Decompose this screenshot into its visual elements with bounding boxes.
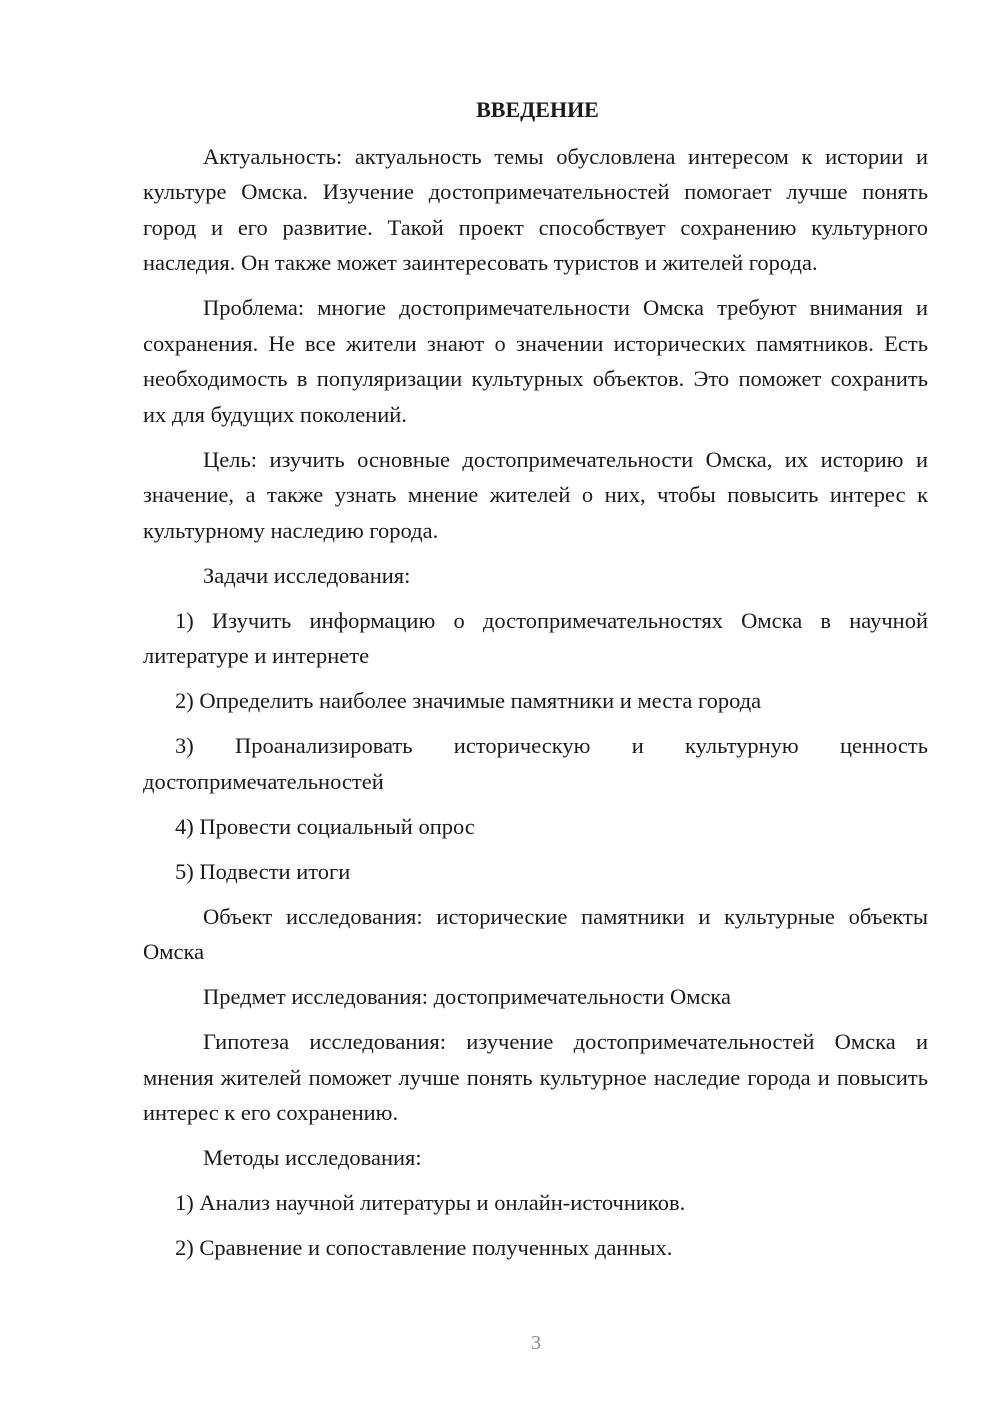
task-item: 3) Проанализировать историческую и культурную ценность достопримечательностей (143, 733, 928, 794)
section-title: ВВЕДЕНИЕ (476, 97, 599, 122)
paragraph-problem: Проблема: многие достопримечательности Омска требуют внимания и сохранения. Не все жители знают о значении исторических памятников. Есть необходимость в популяризации культурных объектов. Это поможет сохранить их для будущих поколений. (143, 295, 928, 427)
paragraph-relevance: Актуальность: актуальность темы обусловлена интересом к истории и культуре Омска. Изучение достопримечательностей помогает лучше понять город и его развитие. Такой проект способствует сохранению культурного наследия. Он также может заинтересовать туристов и жителей города. (143, 143, 928, 275)
page-number: 3 (531, 1332, 541, 1354)
method-item: 2) Сравнение и сопоставление полученных данных. (175, 1235, 673, 1260)
paragraph-object: Объект исследования: исторические памятники и культурные объекты Омска (143, 903, 928, 964)
method-item: 1) Анализ научной литературы и онлайн-источников. (175, 1190, 686, 1215)
task-item: 4) Провести социальный опрос (175, 813, 475, 839)
paragraph-goal: Цель: изучить основные достопримечательности Омска, их историю и значение, а также узнать мнение жителей о них, чтобы повысить интерес к культурному наследию города. (143, 446, 928, 543)
paragraph-methods-heading: Методы исследования: (203, 1145, 422, 1170)
task-item: 2) Определить наиболее значимые памятники и места города (175, 688, 762, 713)
task-item: 5) Подвести итоги (175, 858, 351, 884)
document-page (143, 92, 928, 1275)
paragraph-tasks-heading: Задачи исследования: (203, 562, 411, 588)
paragraph-hypothesis: Гипотеза исследования: изучение достопримечательностей Омска и мнения жителей поможет лучше понять культурное наследие города и повысить интерес к его сохранению. (143, 1029, 928, 1125)
paragraph-subject: Предмет исследования: достопримечательности Омска (203, 984, 732, 1009)
task-item: 1) Изучить информацию о достопримечательностях Омска в научной литературе и интернете (143, 607, 928, 668)
